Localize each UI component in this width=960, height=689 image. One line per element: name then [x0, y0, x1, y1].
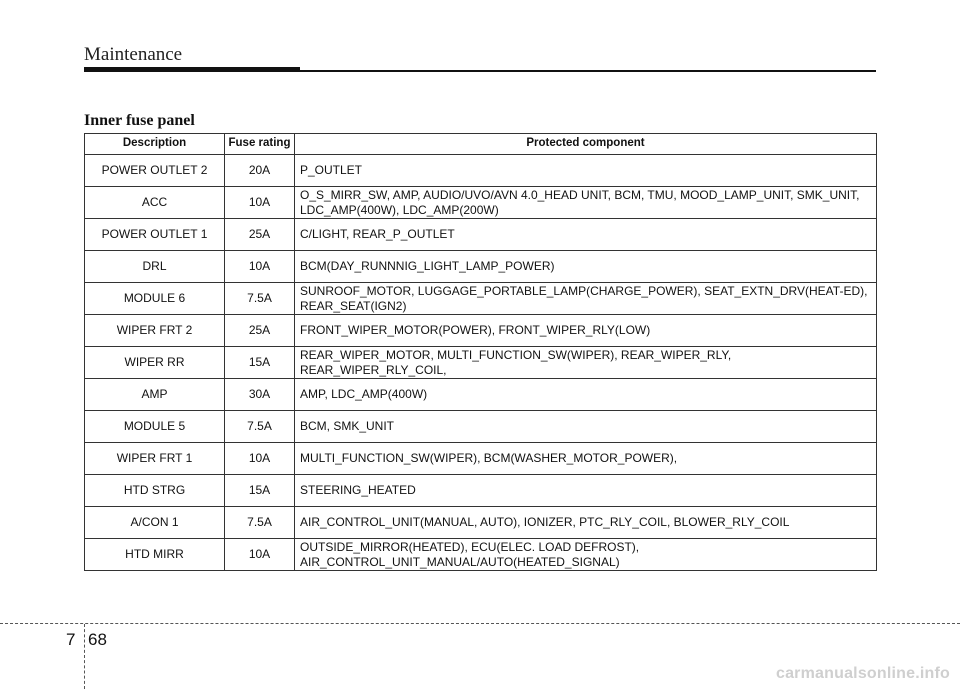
cell-protected-component: C/LIGHT, REAR_P_OUTLET	[295, 219, 877, 251]
cell-protected-component: P_OUTLET	[295, 155, 877, 187]
table-row	[85, 379, 877, 411]
table-row	[85, 539, 877, 571]
cell-protected-component: OUTSIDE_MIRROR(HEATED), ECU(ELEC. LOAD DEFROST), AIR_CONTROL_UNIT_MANUAL/AUTO(HEATED_SIGNAL)	[295, 539, 877, 571]
cell-description: POWER OUTLET 2	[85, 155, 225, 187]
cell-fuse-rating: 25A	[225, 219, 295, 251]
page-number: 68	[88, 630, 107, 649]
cell-description: A/CON 1	[85, 507, 225, 539]
section-title: Inner fuse panel	[84, 112, 195, 129]
column-header-fuse-rating: Fuse rating	[225, 134, 295, 155]
cell-protected-component: STEERING_HEATED	[295, 475, 877, 507]
cell-fuse-rating: 7.5A	[225, 283, 295, 315]
cell-protected-component: AIR_CONTROL_UNIT(MANUAL, AUTO), IONIZER, PTC_RLY_COIL, BLOWER_RLY_COIL	[295, 507, 877, 539]
watermark: carmanualsonline.info	[775, 665, 950, 682]
cell-protected-component: BCM, SMK_UNIT	[295, 411, 877, 443]
table-row	[85, 411, 877, 443]
cell-description: HTD STRG	[85, 475, 225, 507]
cell-description: WIPER RR	[85, 347, 225, 379]
cell-fuse-rating: 15A	[225, 475, 295, 507]
table-row	[85, 219, 877, 251]
cell-description: POWER OUTLET 1	[85, 219, 225, 251]
cell-fuse-rating: 10A	[225, 251, 295, 283]
table-row	[85, 187, 877, 219]
table-row	[85, 443, 877, 475]
footer-dashed-divider	[84, 624, 85, 689]
column-header-protected-component: Protected component	[295, 134, 877, 155]
table-row	[85, 251, 877, 283]
column-header-description: Description	[85, 134, 225, 155]
cell-protected-component: O_S_MIRR_SW, AMP, AUDIO/UVO/AVN 4.0_HEAD UNIT, BCM, TMU, MOOD_LAMP_UNIT, SMK_UNIT, LDC_AMP(400W), LDC_AMP(200W)	[295, 187, 877, 219]
table-row	[85, 507, 877, 539]
table-row	[85, 283, 877, 315]
cell-fuse-rating: 7.5A	[225, 411, 295, 443]
table-row	[85, 155, 877, 187]
table-row	[85, 475, 877, 507]
cell-fuse-rating: 10A	[225, 187, 295, 219]
cell-description: MODULE 5	[85, 411, 225, 443]
cell-fuse-rating: 30A	[225, 379, 295, 411]
cell-protected-component: SUNROOF_MOTOR, LUGGAGE_PORTABLE_LAMP(CHARGE_POWER), SEAT_EXTN_DRV(HEAT-ED), REAR_SEAT(IGN2)	[295, 283, 877, 315]
cell-description: WIPER FRT 1	[85, 443, 225, 475]
table-row	[85, 315, 877, 347]
cell-description: ACC	[85, 187, 225, 219]
header-rule-thin	[300, 70, 876, 72]
cell-fuse-rating: 10A	[225, 539, 295, 571]
cell-fuse-rating: 15A	[225, 347, 295, 379]
cell-protected-component: AMP, LDC_AMP(400W)	[295, 379, 877, 411]
cell-fuse-rating: 7.5A	[225, 507, 295, 539]
cell-description: WIPER FRT 2	[85, 315, 225, 347]
cell-description: HTD MIRR	[85, 539, 225, 571]
cell-protected-component: REAR_WIPER_MOTOR, MULTI_FUNCTION_SW(WIPER), REAR_WIPER_RLY, REAR_WIPER_RLY_COIL,	[295, 347, 877, 379]
header-rule-thick	[84, 67, 300, 72]
page-header-title: Maintenance	[84, 44, 183, 65]
cell-description: MODULE 6	[85, 283, 225, 315]
cell-description: DRL	[85, 251, 225, 283]
footer-dashed-rule	[0, 623, 960, 624]
cell-fuse-rating: 10A	[225, 443, 295, 475]
chapter-number: 7	[66, 630, 76, 649]
cell-protected-component: BCM(DAY_RUNNNIG_LIGHT_LAMP_POWER)	[295, 251, 877, 283]
fuse-table	[84, 133, 877, 571]
table-header-row	[85, 134, 877, 155]
cell-protected-component: MULTI_FUNCTION_SW(WIPER), BCM(WASHER_MOTOR_POWER),	[295, 443, 877, 475]
cell-protected-component: FRONT_WIPER_MOTOR(POWER), FRONT_WIPER_RLY(LOW)	[295, 315, 877, 347]
cell-description: AMP	[85, 379, 225, 411]
cell-fuse-rating: 20A	[225, 155, 295, 187]
table-row	[85, 347, 877, 379]
cell-fuse-rating: 25A	[225, 315, 295, 347]
